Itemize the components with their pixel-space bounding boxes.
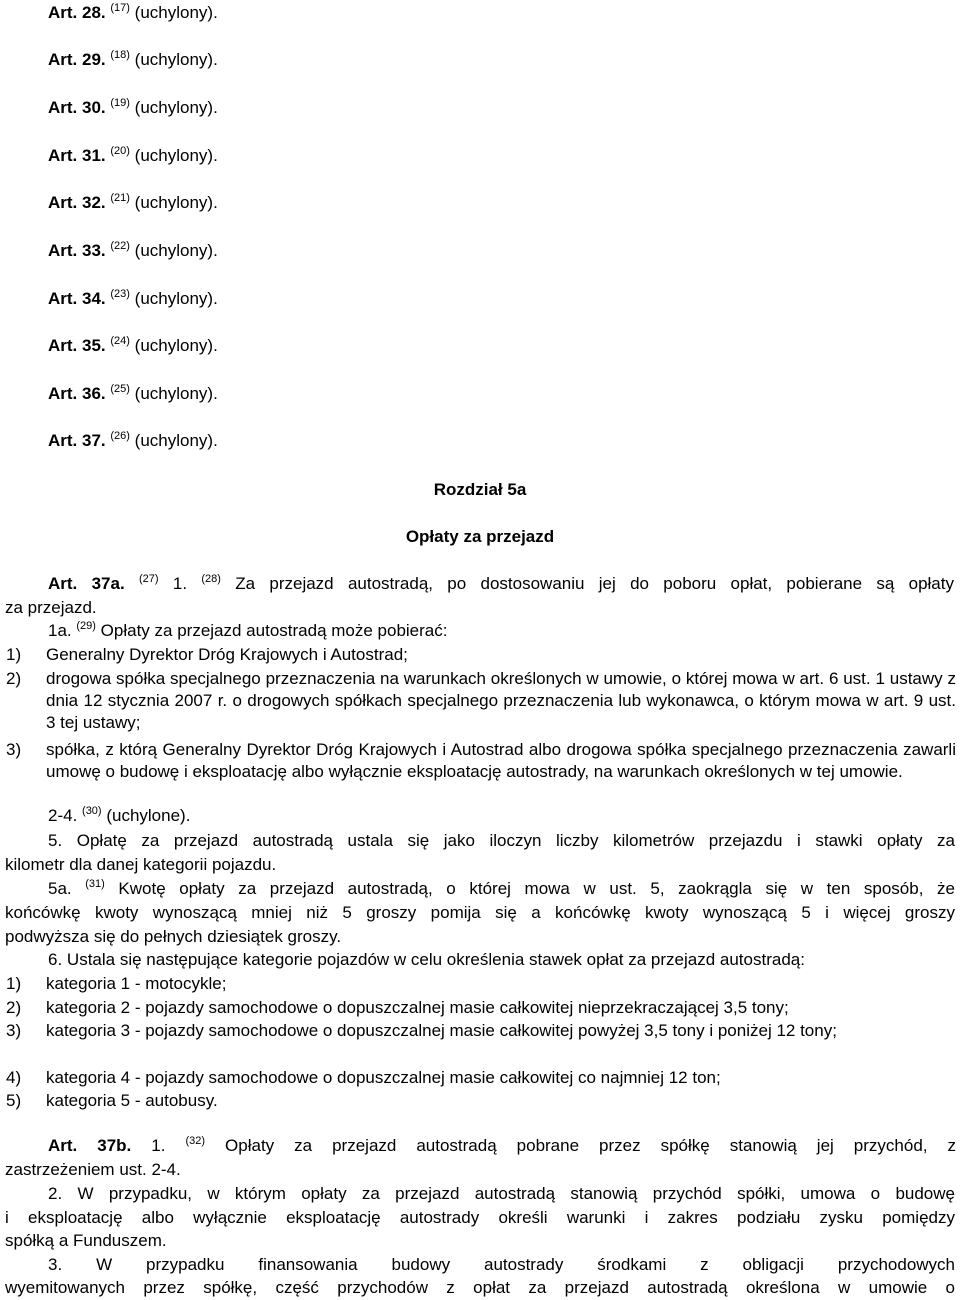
footnote-marker: (24) (110, 335, 130, 347)
art-37a-par-1a: 1a. $^{(29)}$ Opłaty za przejazd autostradą może pobierać: (48, 620, 448, 640)
chapter-title: Opłaty za przejazd (405, 527, 555, 546)
article-28: Art. 28. $^{(17)}$ (uchylony). (48, 2, 218, 22)
footnote-marker: (30) (82, 805, 102, 817)
article-30: Art. 30. $^{(19)}$ (uchylony). (48, 97, 218, 117)
article-label: Art. 37a. (48, 574, 125, 593)
art-37b-par-1-line-1: Art. 37b. 1. $^{(32)}$ Opłaty za przejazd autostradą pobrane przez spółkę stanowią jej przychód, z (48, 1135, 956, 1155)
art-37a-par-1-line-1: Art. 37a. $^{(27)}$ 1. $^{(28)}$ Za przejazd autostradą, po dostosowaniu jej do poboru opłat, pobierane są opłaty (48, 573, 954, 593)
footnote-marker: (32) (185, 1135, 206, 1147)
art-37a-par-5a-line-3: podwyższa się do pełnych dziesiątek groszy. (5, 927, 342, 946)
art-37b-par-2-line-3: spółką a Funduszem. (5, 1231, 167, 1250)
article-label: Art. 37b. (48, 1136, 132, 1155)
art-37a-par-5-line-1: 5. Opłatę za przejazd autostradą ustala się jako iloczyn liczby kilometrów przejazdu i stawki opłaty za (48, 831, 955, 850)
chapter-number: Rozdział 5a (433, 480, 527, 499)
list-item: 3) kategoria 3 - pojazdy samochodowe o dopuszczalnej masie całkowitej powyżej 3,5 tony i poniżej 12 tony; (6, 1021, 837, 1040)
footnote-marker: (22) (110, 240, 130, 252)
art-37a-par-5-line-2: kilometr dla danej kategorii pojazdu. (5, 855, 277, 874)
footnote-marker: (27) (138, 573, 159, 585)
article-35: Art. 35. $^{(24)}$ (uchylony). (48, 335, 218, 355)
footnote-marker: (25) (110, 383, 130, 395)
article-29: Art. 29. $^{(18)}$ (uchylony). (48, 49, 218, 69)
article-37: Art. 37. $^{(26)}$ (uchylony). (48, 430, 218, 450)
art-37a-par-1-line-2: za przejazd. (5, 598, 97, 617)
footnote-marker: (28) (201, 573, 221, 585)
list-item: 2) kategoria 2 - pojazdy samochodowe o dopuszczalnej masie całkowitej nieprzekraczającej 3,5 tony; (6, 998, 789, 1017)
art-37a-par-5a-line-2: końcówkę kwoty wynoszącą mniej niż 5 groszy pomija się a końcówkę kwoty wynoszącą 5 i więcej groszy (5, 903, 955, 922)
art-37b-par-2-line-2: i eksploatację albo wyłącznie eksploatację autostrady określi warunki i zakres podziału zysku pomiędzy (5, 1208, 955, 1227)
footnote-marker: (20) (110, 145, 130, 157)
footnote-marker: (17) (110, 2, 130, 14)
art-37a-par-2-4: 2-4. $^{(30)}$ (uchylone). (48, 805, 191, 825)
footnote-marker: (23) (110, 288, 130, 300)
list-item: 5) kategoria 5 - autobusy. (6, 1091, 218, 1110)
article-36: Art. 36. $^{(25)}$ (uchylony). (48, 383, 218, 403)
art-37b-par-3-line-1: 3. W przypadku finansowania budowy autostrady środkami z obligacji przychodowych (48, 1255, 955, 1274)
article-31: Art. 31. $^{(20)}$ (uchylony). (48, 145, 218, 165)
art-37b-par-1-line-2: zastrzeżeniem ust. 2-4. (5, 1160, 181, 1179)
footnote-marker: (19) (110, 97, 130, 109)
list-item: 3) spółka, z którą Generalny Dyrektor Dróg Krajowych i Autostrad albo drogowa spółka specjalnego przeznaczenia zawarli umowę o budowę i eksploatację albo wyłącznie eksploatację autostrady, na warunkach określonych w tej umowie. (6, 740, 956, 781)
article-33: Art. 33. $^{(22)}$ (uchylony). (48, 240, 218, 260)
art-37b-par-2-line-1: 2. W przypadku, w którym opłaty za przejazd autostradą stanowią przychód spółki, umowa o budowę (48, 1184, 955, 1203)
art-37a-par-5a-line-1: 5a. $^{(31)}$ Kwotę opłaty za przejazd autostradą, o której mowa w ust. 5, zaokrągla się w ten sposób, że (48, 878, 955, 898)
art-37b-par-3-line-2: wyemitowanych przez spółkę, część przychodów z opłat za przejazd autostradą określona w umowie o (5, 1278, 955, 1297)
footnote-marker: (26) (110, 430, 130, 442)
list-item: 1) Generalny Dyrektor Dróg Krajowych i Autostrad; (6, 645, 408, 664)
article-34: Art. 34. $^{(23)}$ (uchylony). (48, 288, 218, 308)
footnote-marker: (21) (110, 192, 130, 204)
footnote-marker: (18) (110, 49, 130, 61)
article-32: Art. 32. $^{(21)}$ (uchylony). (48, 192, 218, 212)
list-item: 1) kategoria 1 - motocykle; (6, 974, 227, 993)
footnote-marker: (31) (85, 878, 105, 890)
list-item: 4) kategoria 4 - pojazdy samochodowe o dopuszczalnej masie całkowitej co najmniej 12 ton; (6, 1068, 721, 1087)
list-item: 2) drogowa spółka specjalnego przeznaczenia na warunkach określonych w umowie, o której mowa w art. 6 ust. 1 ustawy z dnia 12 stycznia 2007 r. o drogowych spółkach specjalnego przeznaczenia lub wykonawca, o którym mowa w art. 9 ust. 3 tej ustawy; (6, 669, 956, 732)
footnote-marker: (29) (76, 620, 96, 632)
art-37a-par-6: 6. Ustala się następujące kategorie pojazdów w celu określenia stawek opłat za przejazd autostradą: (48, 950, 805, 969)
